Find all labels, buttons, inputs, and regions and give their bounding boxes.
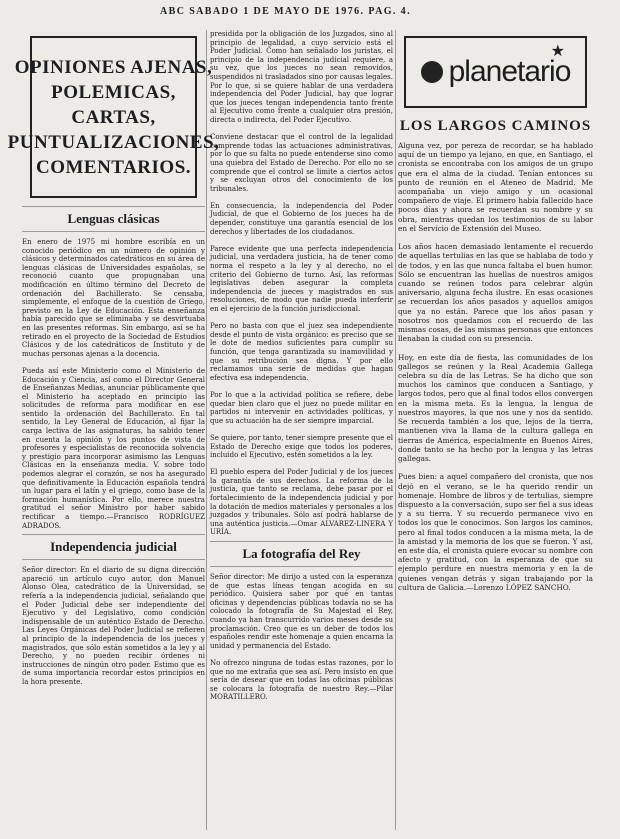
box-title: OPINIONES AJENAS, POLEMICAS, CARTAS, PUNTUALIZACIONES, COMENTARIOS.: [7, 56, 220, 178]
section-box: [7, 36, 220, 198]
planetario-logo: [404, 36, 587, 108]
column-divider: [395, 30, 396, 830]
article-lenguas-text: En enero de 1975 mi hombre escribía en un conocido periódico en un número de opinión y clásicos y determinados catedráticos en su área de lenguas clásicas de Universidades españolas, se reconoció cuanto que propugnaban una modificación en último término del Decreto de ordenación del Bachillerato. Se censaba, simplemente, el enfoque de la cuestión de Griego, previsto en la Ley de Educación. Esta enseñanza había parecido que se eliminaba y se desvirtuaba en las presentes reformas. Sin embargo, así se ha retirado en el proyecto de la Sociedad de Estudios Clásicos y de los catedráticos de Instituto y de muchas personas ajenas a la docencia. Pueda así este Ministerio como el Ministerio de Educación y Ciencia, así como el Director General de Enseñanzas Medias, anunciar públicamente que el Ministerio ha aceptado en principio las solicitudes de reforma para modificar en ese sentido la ordenación del Bachillerato. En tal sentido, la Ley General de Educación, al fijar la carga lectiva de las asignaturas, ha sabido tener en cuenta la opinión y los puntos de vista de profesores y especialistas de reconocida solvencia y prestigio para incorporar asimismo las Lenguas Clásicas en la enseñanza media. V. sobre todo podemos alegrar el corazón, se nos ha asegurado que definitivamente la Educación española tendrá un lugar para el latín y el griego, como base de la formación humanística. Por ello, merece nuestra gratitud el señor Ministro por haber sabido rectificar a tiempo.—Francisco RODRÍGUEZ ADRADOS.: [22, 238, 205, 530]
section-title-independencia: Independencia judicial: [22, 534, 205, 560]
column-1: [7, 30, 220, 830]
article-independencia-text: Señor director: En el diario de su digna dirección apareció un artículo cuyo autor, don Manuel Alonso Olea, catedrático de la Universidad, se refería a la independencia judicial, señalando que el Poder Judicial debe ser independiente del Ejecutivo y del Legislativo, como condición indispensable de un auténtico Estado de Derecho. Las Leyes Orgánicas del Poder Judicial se refieren al principio de la independencia de los jueces y magistrados, que sólo están sometidos a la ley y al Derecho, y no pueden recibir órdenes ni instrucciones de ningún otro poder. Estimo que es de suma importancia recordar estos principios en la hora presente.: [22, 566, 205, 686]
column-2: [210, 30, 393, 830]
article-continuation-text: presidida por la obligación de los Juzgados, sino al principio de legalidad, a cuyo servicio está el Poder Judicial. Como han señalado los juristas, el principio de la independencia judicial requiere, a su vez, que los jueces no sean removidos, suspendidos ni trasladados sino por causas legales. Por lo que, si se quiere hablar de una verdadera independencia del Poder Judicial, hay que lograr que los jueces tengan independencia tanto frente al Ejecutivo como frente a cualquier otra presión, directa o indirecta, del Poder Ejecutivo. Conviene destacar que el control de la legalidad comprende todas las actuaciones administrativas, por lo que su falta no puede entenderse sino como una quiebra del Estado de Derecho. Por ello no se comprende que el control se limite a ciertos actos y se excluyan otros del conocimiento de los tribunales. En consecuencia, la independencia del Poder Judicial, de que el Gobierno de los jueces ha de depender, constituye una garantía esencial de los derechos y libertades de los ciudadanos. Parece evidente que una perfecta independencia judicial, una verdadera justicia, ha de tener como norma el respeto a la ley y al derecho, no el criterio del Gobierno de turno. Así, las reformas legislativas deben asegurar la completa independencia de jueces y magistrados en sus resoluciones, de modo que nadie pueda interferir en el ejercicio de la función jurisdiccional. Pero no basta con que el juez sea independiente desde el punto de vista orgánico: es preciso que se le dote de medios suficientes para cumplir su función, que tenga garantizada su inamovilidad y que su retribución sea digna. Y por ello reclamamos una serie de medidas que hagan efectiva esa independencia. Por lo que a la actividad política se refiere, debe quedar bien claro que el juez no puede militar en partidos ni intervenir en actividades políticas, y que su actuación ha de ser siempre imparcial. Se quiere, por tanto, tener siempre presente que el Estado de Derecho exige que todos los poderes, incluido el Ejecutivo, estén sometidos a la ley. El pueblo espera del Poder Judicial y de los jueces la garantía de sus derechos. La reforma de la justicia, que tanto se reclama, debe pasar por el fortalecimiento de la independencia judicial y por la dotación de medios materiales y personales a los juzgados y tribunales. Sólo así podrá hablarse de una auténtica justicia.—Omar ALVAREZ-LINERA Y URÍA.: [210, 30, 393, 537]
column-3: [398, 30, 593, 830]
column-title: LOS LARGOS CAMINOS: [399, 118, 592, 134]
section-title-lenguas: Lenguas clásicas: [22, 206, 205, 232]
article-largos-caminos-text: Alguna vez, por pereza de recordar, se ha hablado aquí de un tiempo ya lejano, en que, en Santiago, el cronista se encontraba con los amigos de un grupo que era el alma de la ciudad. Tenían entonces su punto de reunión en el Ateneo de Madrid. Me acompañaba un viejo amigo y un ocasional compañero de viaje. El primero había fallecido hace pocos días y ahora se recuerdan su nombre y su obra, mientras quedan los testimonios de su labor en el Servicio de Extensión del Museo. Los años hacen demasiado lentamente el recuerdo de aquellas tertulias en las que se hablaba de todo y de todos, y en las que nunca faltaba el buen humor. Sólo se encuentran las huellas de nuestros amigos cuando se reúnen todos para celebrar algún aniversario, alguna fecha ilustre. En esas ocasiones se recuerdan los años pasados y aquellos amigos que ya no están. Parece que los años pasan y nosotros nos quedamos con el recuerdo de las mismas cosas, de las mismas personas que entonces llenaban la ciudad con su presencia. Hoy, en este día de fiesta, las comunidades de los gallegos se reúnen y la Real Academia Gallega celebra su día de las Letras. Se ha dicho que son muchos los caminos que conducen a Santiago, y largos todos, pero que al final todos ellos convergen en la misma meta. Es la lengua, la lengua de nuestros mayores, la que nos une y nos da sentido. Se recuerda también a los que, lejos de la tierra, mantienen viva la llama de la cultura gallega en tierras de América, especialmente en Buenos Aires, donde tanto se ha hecho por la lengua y las letras gallegas. Pues bien: a aquel compañero del cronista, que nos dejó en el verano, se le ha querido rendir un homenaje. Hombre de libros y de tertulias, siempre dispuesto a la conversación, supo ser fiel a sus ideas y a su tierra. Y su recuerdo permanece vivo en todos los que le conocimos. Son largos los caminos, pero al final todos conducen a la misma meta, la de la amistad y la memoria de los que se fueron. Y así, en este día, el cronista quiere evocar su nombre con afecto y gratitud, con la esperanza de que su ejemplo perdure en nuestra memoria y en la de quienes vengan detrás y sigan trabajando por la cultura de Galicia.—Lorenzo LÓPEZ SANCHO.: [398, 141, 593, 592]
planet-icon: [421, 61, 443, 83]
page-header: ABC SABADO 1 DE MAYO DE 1976. PAG. 4.: [160, 6, 411, 17]
star-icon: ★: [550, 41, 565, 60]
logo-text: planetario: [448, 55, 571, 88]
section-title-fotografia: La fotografía del Rey: [210, 541, 393, 567]
article-fotografia-text: Señor director: Me dirijo a usted con la esperanza de que estas líneas tengan acogida en su periódico. Quisiera saber por qué en tantas oficinas y dependencias públicas todavía no se ha colocado la fotografía de Su Majestad el Rey, cuando ya han transcurrido varios meses desde su proclamación. Creo que es un deber de todos los españoles rendir este homenaje a quien encarna la unidad y permanencia del Estado. No ofrezco ninguna de todas estas razones, por lo que no me extraña que sea así. Pero insisto en que sería de desear que en todas las oficinas públicas se colocara la fotografía de nuestro Rey.—Pilar MORATILLERO.: [210, 573, 393, 702]
